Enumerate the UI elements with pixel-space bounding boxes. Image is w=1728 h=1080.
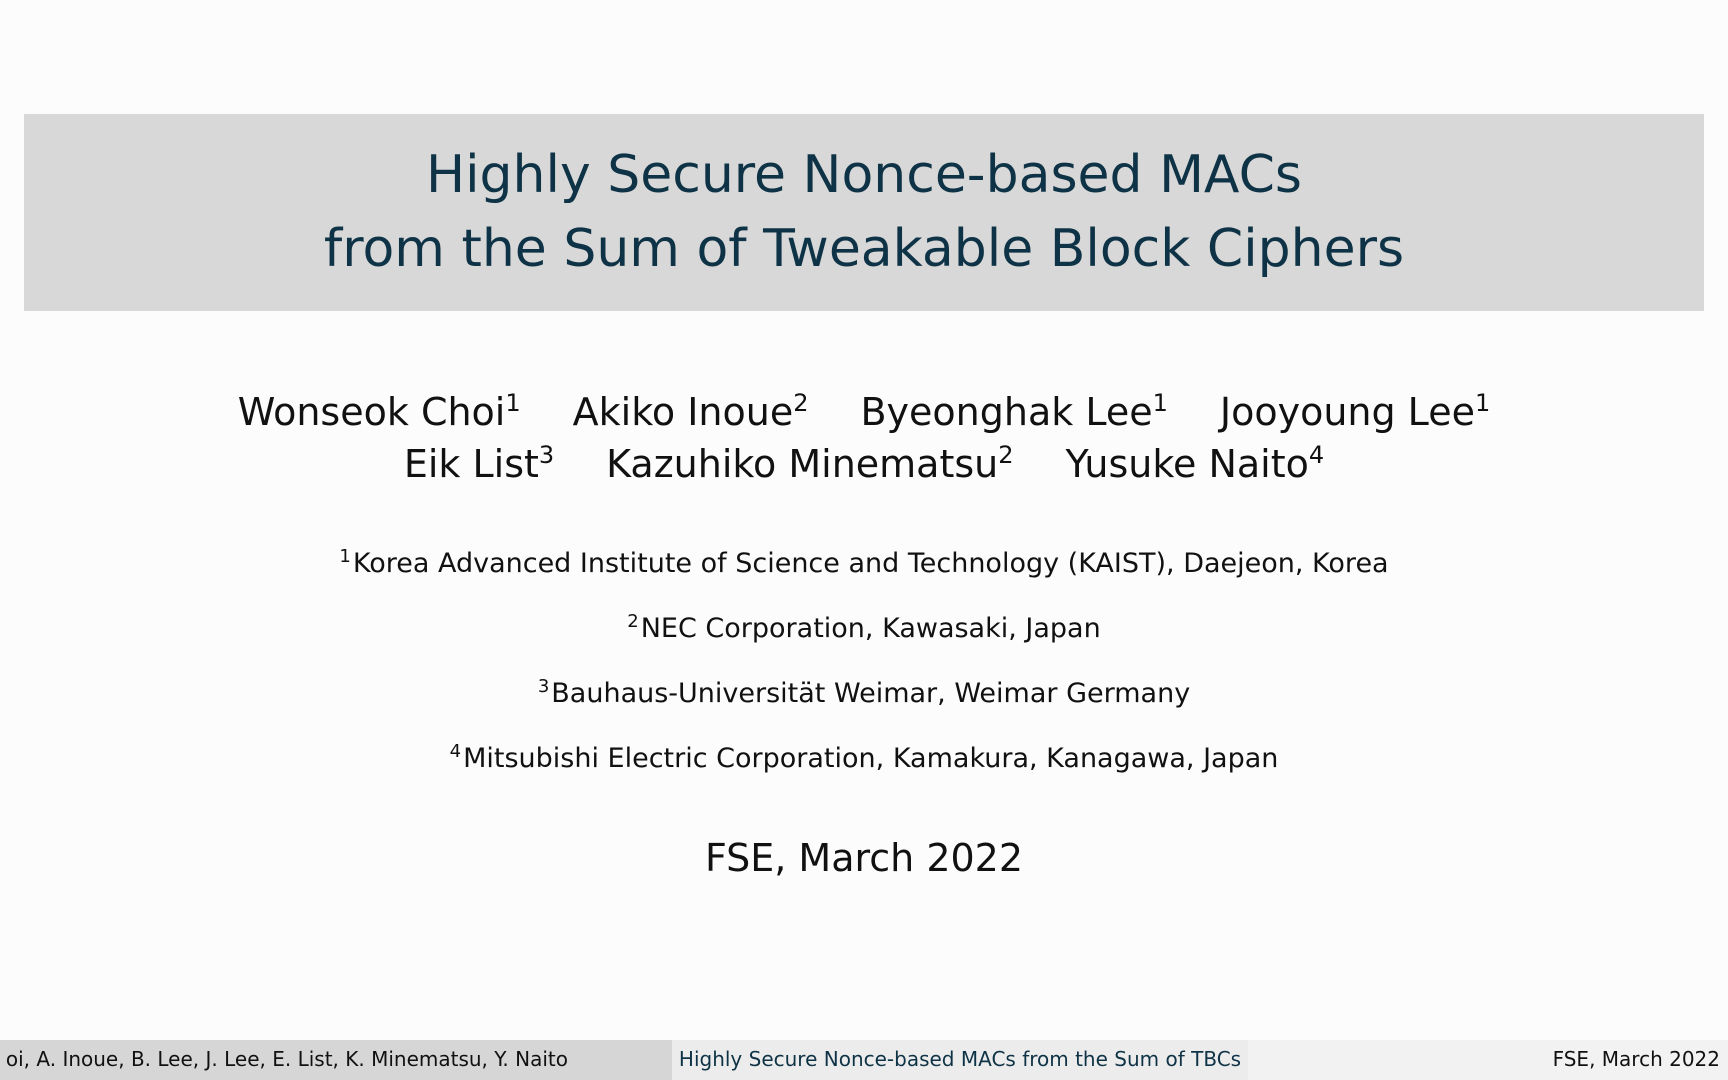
author xyxy=(1220,386,1490,438)
author xyxy=(1066,438,1325,490)
footer-event-panel xyxy=(1248,1040,1728,1080)
author-name: Kazuhiko Minematsu xyxy=(606,442,999,486)
affiliation-list xyxy=(0,540,1728,800)
author-name: Yusuke Naito xyxy=(1065,442,1309,486)
affiliation-text: NEC Corporation, Kawasaki, Japan xyxy=(640,613,1101,644)
affiliation-mark: 1 xyxy=(505,389,521,417)
affiliation-text: Mitsubishi Electric Corporation, Kamakura, Kanagawa, Japan xyxy=(463,743,1279,774)
affiliation-mark: 1 xyxy=(339,546,351,567)
affiliation-mark: 4 xyxy=(449,741,462,762)
affiliation-text: Bauhaus-Universität Weimar, Weimar Germany xyxy=(551,678,1191,709)
affiliation xyxy=(0,735,1728,800)
author-name: Wonseok Choi xyxy=(237,390,506,434)
author-name: Akiko Inoue xyxy=(572,390,794,434)
affiliation-mark: 1 xyxy=(1152,389,1168,417)
author-name: Eik List xyxy=(403,442,539,486)
event-date: FSE, March 2022 xyxy=(704,836,1024,880)
affiliation-mark: 2 xyxy=(998,441,1014,469)
title-line-2: from the Sum of Tweakable Block Ciphers xyxy=(323,219,1405,279)
footer-event: FSE, March 2022 xyxy=(1552,1047,1720,1071)
author-row-2 xyxy=(0,438,1728,490)
author xyxy=(573,386,809,438)
footer-authors-panel xyxy=(0,1040,672,1080)
footer-title: Highly Secure Nonce-based MACs from the Sum of TBCs xyxy=(678,1047,1242,1071)
title-line-1: Highly Secure Nonce-based MACs xyxy=(425,145,1302,205)
author xyxy=(860,386,1167,438)
author-row-1 xyxy=(0,386,1728,438)
affiliation xyxy=(0,670,1728,735)
affiliation-mark: 1 xyxy=(1474,389,1491,417)
affiliation-text: Korea Advanced Institute of Science and Technology (KAIST), Daejeon, Korea xyxy=(352,548,1389,579)
author xyxy=(238,386,521,438)
affiliation-mark: 2 xyxy=(793,389,809,417)
affiliation-mark: 3 xyxy=(537,676,550,697)
footer-title-panel xyxy=(672,1040,1248,1080)
author xyxy=(404,438,554,490)
slide-footer xyxy=(0,1040,1728,1080)
author-name: Jooyoung Lee xyxy=(1219,390,1475,434)
author-list xyxy=(0,386,1728,490)
affiliation xyxy=(0,540,1728,605)
affiliation-mark: 2 xyxy=(627,611,639,632)
footer-authors: oi, A. Inoue, B. Lee, J. Lee, E. List, K. Minematsu, Y. Naito xyxy=(5,1047,568,1071)
title-box xyxy=(24,114,1704,311)
affiliation-mark: 3 xyxy=(538,441,555,469)
affiliation-mark: 4 xyxy=(1308,441,1325,469)
author xyxy=(606,438,1013,490)
author-name: Byeonghak Lee xyxy=(860,390,1153,434)
affiliation xyxy=(0,605,1728,670)
